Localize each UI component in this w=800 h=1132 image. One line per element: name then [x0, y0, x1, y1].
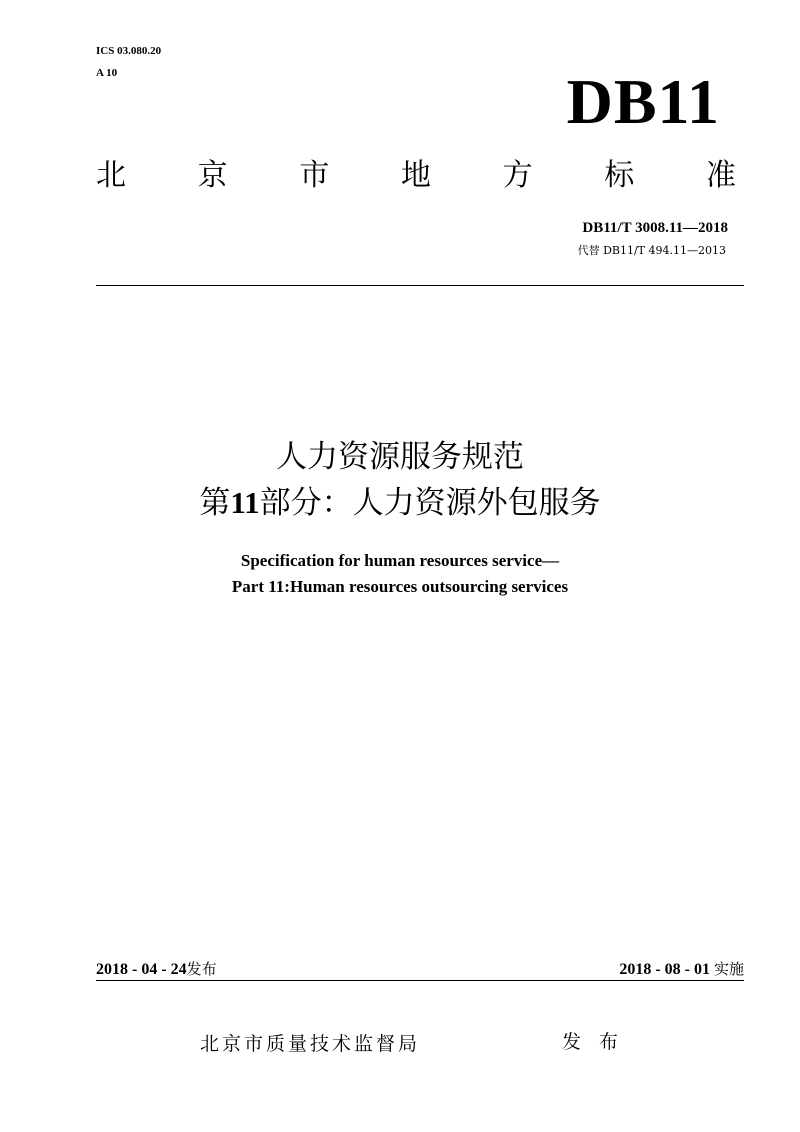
chinese-title-prefix: 第 [199, 485, 231, 521]
publication-date-value: 2018 - 04 - 24 [96, 961, 187, 978]
chinese-title-part-number: 11 [230, 485, 260, 520]
top-divider [96, 285, 744, 286]
issue-label: 发 布 [562, 1031, 625, 1053]
standard-type-char: 方 [502, 158, 533, 193]
chinese-title-line-2 [0, 480, 800, 526]
english-title-line-2: Part 11:Human resources outsourcing services [231, 577, 569, 596]
english-title [0, 548, 800, 600]
chinese-title [0, 434, 800, 526]
publication-date [96, 958, 217, 981]
standard-type-char: 地 [400, 158, 431, 193]
english-title-line-1: Specification for human resources service— [240, 551, 560, 570]
implementation-date [619, 958, 744, 981]
chinese-title-line-1: 人力资源服务规范 [276, 439, 524, 475]
implementation-date-value: 2018 - 08 - 01 [619, 961, 710, 978]
standard-type-char: 标 [604, 158, 635, 193]
issuing-authority: 北京市质量技术监督局 [200, 1033, 421, 1055]
publication-date-label: 发布 [186, 960, 217, 978]
standard-type-char: 市 [299, 158, 330, 193]
bottom-divider [96, 980, 744, 981]
ics-code: ICS 03.080.20 [96, 45, 162, 57]
ccs-code: A 10 [96, 67, 118, 79]
chinese-title-rest: 部分：人力资源外包服务 [259, 485, 601, 521]
standard-type [96, 156, 736, 196]
standard-type-char: 京 [197, 158, 228, 193]
standard-number: DB11/T 3008.11—2018 [582, 220, 728, 236]
standard-type-char: 北 [96, 158, 126, 193]
replaces-note: 代替 DB11/T 494.11—2013 [577, 244, 726, 257]
classification-codes [96, 40, 161, 84]
implementation-date-label: 实施 [713, 960, 744, 978]
standard-type-char: 准 [705, 158, 736, 193]
standard-mark: DB11 [566, 66, 720, 137]
